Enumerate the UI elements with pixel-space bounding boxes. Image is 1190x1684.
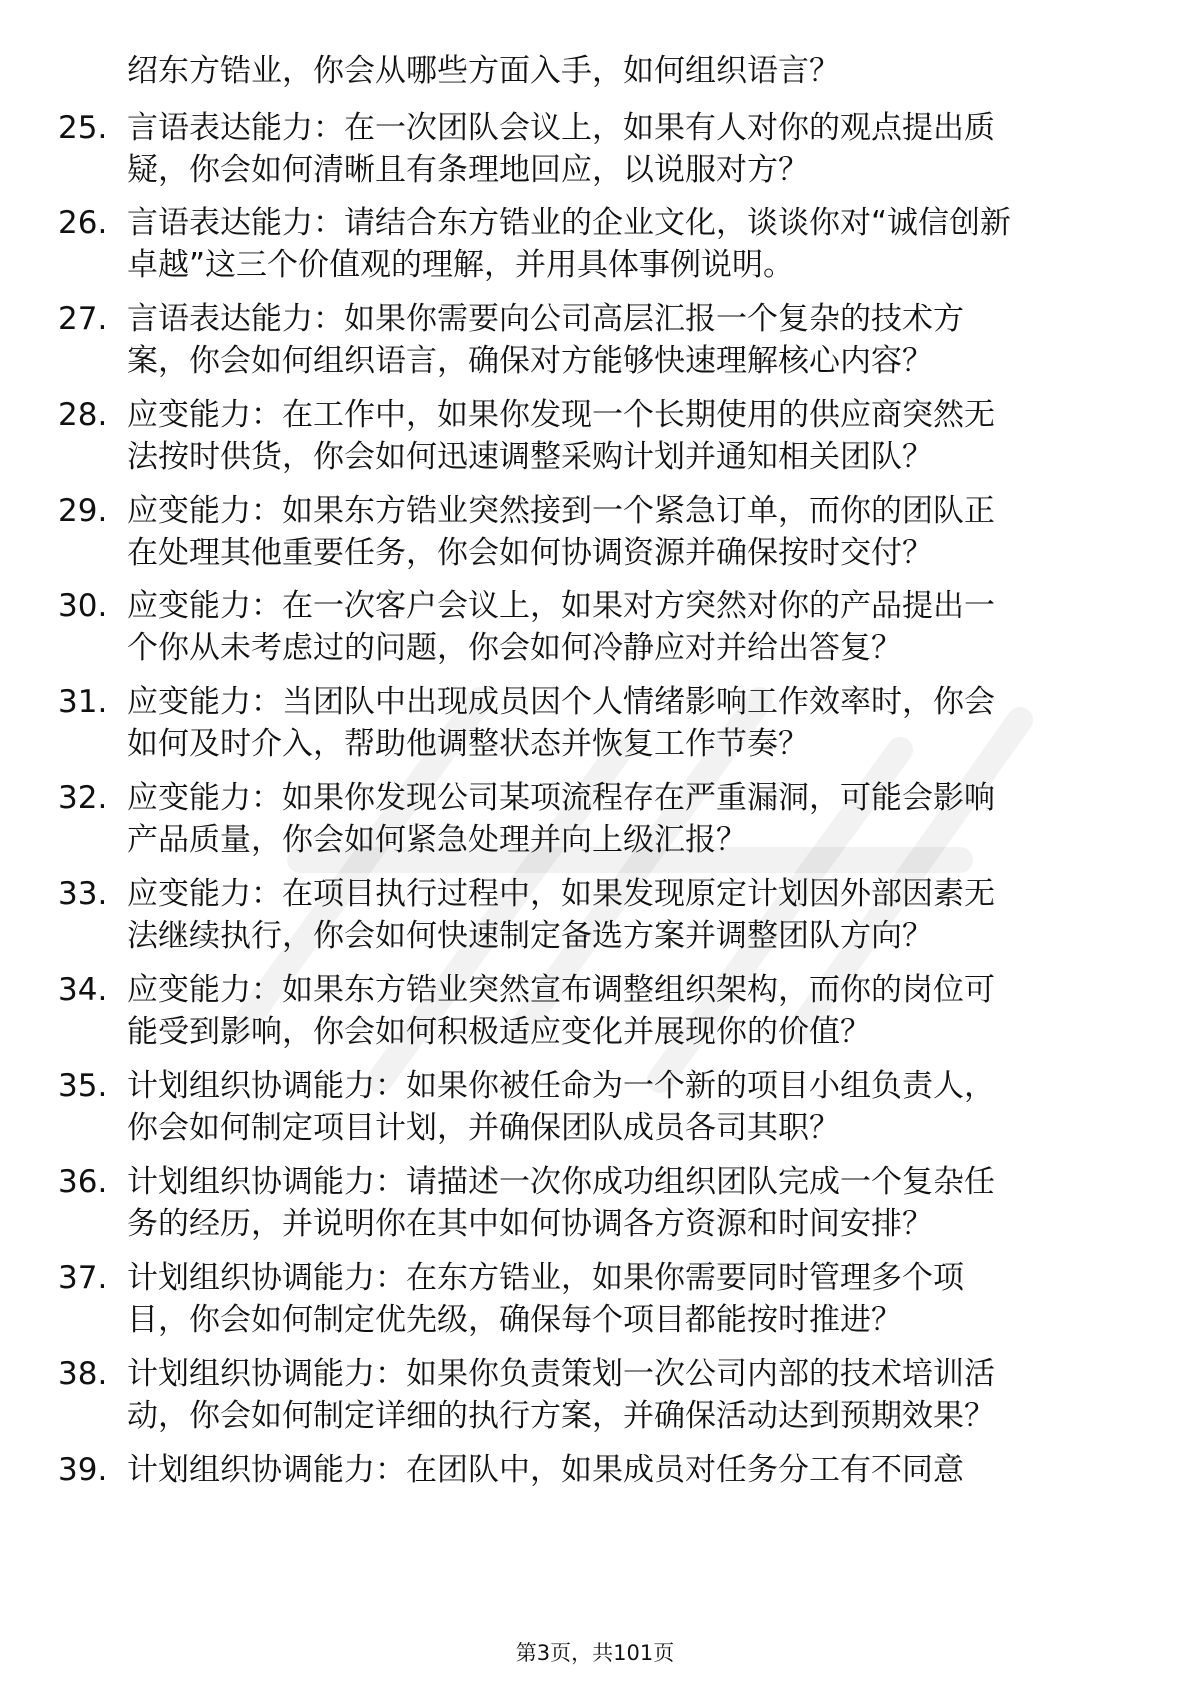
question-26 (0, 202, 1190, 302)
question-text: 计划组织协调能力：如果你被任命为一个新的项目小组负责人， 你会如何制定项目计划，并确保团队成员各司其职？ (127, 1068, 995, 1146)
question-text: 应变能力：如果东方锆业突然宣布调整组织架构，而你的岗位可 能受到影响，你会如何积极适应变化并展现你的价值？ (127, 972, 995, 1050)
question-34 (0, 969, 1190, 1069)
question-39 (0, 1449, 1190, 1499)
question-text: 应变能力：在工作中，如果你发现一个长期使用的供应商突然无 法按时供货，你会如何迅速调整采购计划并通知相关团队？ (127, 397, 995, 475)
question-text: 言语表达能力：在一次团队会议上，如果有人对你的观点提出质 疑，你会如何清晰且有条理地回应，以说服对方？ (127, 110, 995, 188)
question-number: 27. (58, 301, 108, 337)
question-text: 应变能力：如果东方锆业突然接到一个紧急订单，而你的团队正 在处理其他重要任务，你会如何协调资源并确保按时交付？ (127, 493, 995, 571)
question-text: 言语表达能力：如果你需要向公司高层汇报一个复杂的技术方 案，你会如何组织语言，确保对方能够快速理解核心内容？ (127, 301, 964, 379)
question-text: 应变能力：在项目执行过程中，如果发现原定计划因外部因素无 法继续执行，你会如何快速制定备选方案并调整团队方向？ (127, 876, 995, 954)
question-number: 25. (58, 110, 108, 146)
question-text: 应变能力：当团队中出现成员因个人情绪影响工作效率时，你会 如何及时介入，帮助他调整状态并恢复工作节奏？ (127, 684, 995, 762)
question-number: 38. (58, 1356, 108, 1392)
question-number: 35. (58, 1068, 108, 1104)
continuation-line: 绍东方锆业，你会从哪些方面入手，如何组织语言？ (127, 53, 840, 89)
question-33 (0, 873, 1190, 973)
question-text: 应变能力：如果你发现公司某项流程存在严重漏洞，可能会影响 产品质量，你会如何紧急处理并向上级汇报？ (127, 780, 995, 858)
question-25 (0, 107, 1190, 207)
question-29 (0, 490, 1190, 590)
question-35 (0, 1065, 1190, 1165)
page-footer: 第3页，共101页 (515, 1641, 675, 1665)
question-number: 28. (58, 397, 108, 433)
question-number: 33. (58, 876, 108, 912)
question-28 (0, 394, 1190, 494)
question-37 (0, 1257, 1190, 1357)
question-number: 26. (58, 205, 108, 241)
question-text: 计划组织协调能力：在东方锆业，如果你需要同时管理多个项 目，你会如何制定优先级，确保每个项目都能按时推进？ (127, 1260, 964, 1338)
question-36 (0, 1161, 1190, 1261)
question-27 (0, 298, 1190, 398)
question-32 (0, 777, 1190, 877)
question-number: 31. (58, 684, 108, 720)
question-30 (0, 585, 1190, 685)
question-number: 37. (58, 1260, 108, 1296)
question-number: 36. (58, 1164, 108, 1200)
question-text: 应变能力：在一次客户会议上，如果对方突然对你的产品提出一 个你从未考虑过的问题，你会如何冷静应对并给出答复？ (127, 588, 995, 666)
question-number: 34. (58, 972, 108, 1008)
question-31 (0, 681, 1190, 781)
question-text: 言语表达能力：请结合东方锆业的企业文化，谈谈你对“诚信创新 卓越”这三个价值观的理解，并用具体事例说明。 (127, 205, 1012, 283)
question-text: 计划组织协调能力：请描述一次你成功组织团队完成一个复杂任 务的经历，并说明你在其中如何协调各方资源和时间安排？ (127, 1164, 995, 1242)
question-text: 计划组织协调能力：如果你负责策划一次公司内部的技术培训活 动，你会如何制定详细的执行方案，并确保活动达到预期效果？ (127, 1356, 995, 1434)
question-38 (0, 1353, 1190, 1453)
question-number: 39. (58, 1452, 108, 1488)
question-text: 计划组织协调能力：在团队中，如果成员对任务分工有不同意 (127, 1452, 964, 1488)
question-number: 32. (58, 780, 108, 816)
question-number: 30. (58, 588, 108, 624)
question-number: 29. (58, 493, 108, 529)
